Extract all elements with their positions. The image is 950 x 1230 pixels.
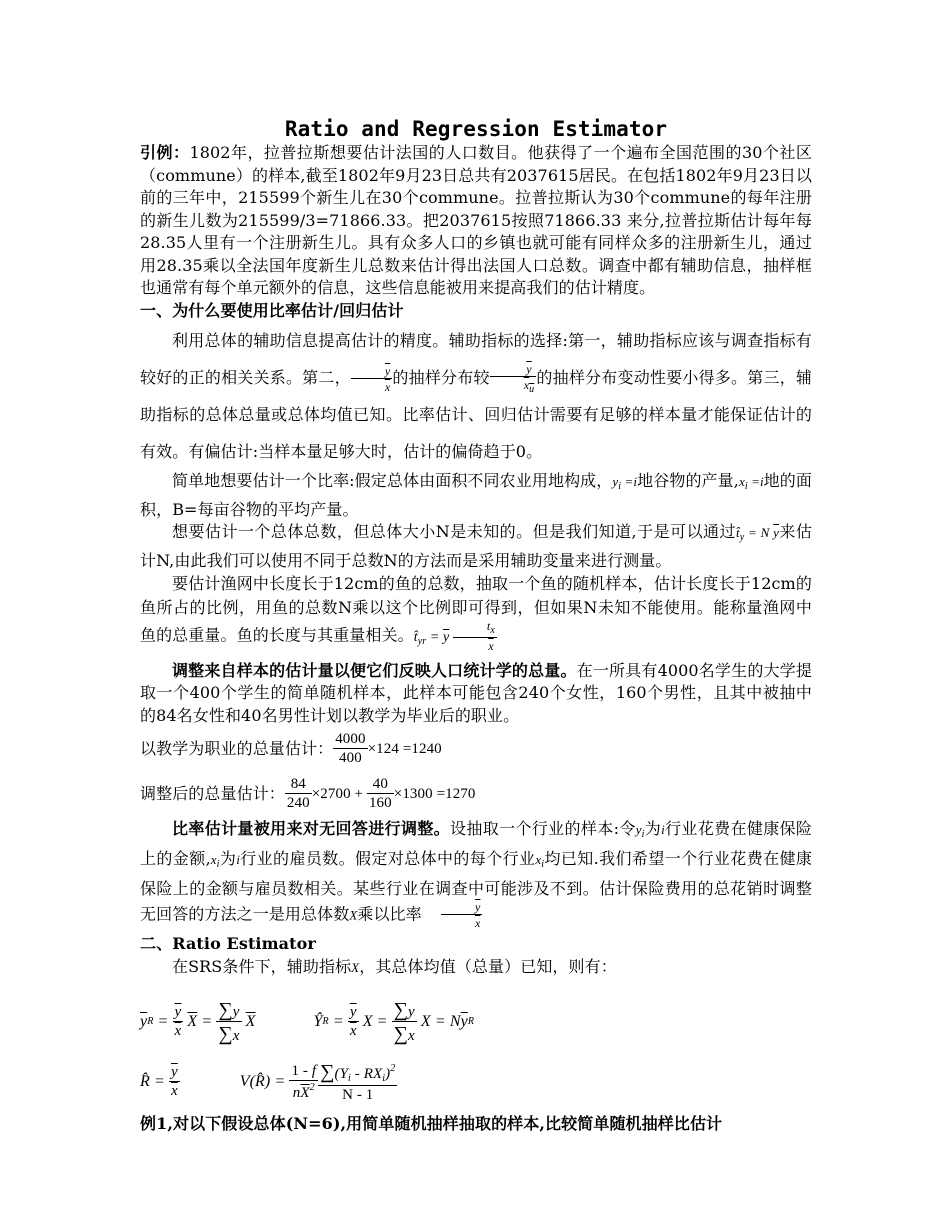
p1-text-b: 的抽样分布较 [392,368,490,387]
adjusted-estimate-line [140,771,812,817]
section1-paragraph-4 [140,572,812,654]
p8-text-g: 乘以比率 [357,904,422,924]
fraction-1-denominator: 240 [286,795,310,811]
x-aux-symbol: X [351,959,360,975]
adjusted-fraction-1 [285,777,312,811]
ratio-ybar-xbar-formula: $\frac{\overline{y}}{x}$ [351,365,392,393]
section1-paragraph-8 [140,817,812,929]
total-estimate-result: ×124 =1240 [367,740,442,757]
intro-label: 引例： [140,143,190,162]
total-estimate-label: 以教学为职业的总量估计： [140,738,334,758]
section1-paragraph-5 [140,660,812,728]
r-hat-formula: R̂ = $\frac{\overline{y}}{x}$ [140,1064,178,1099]
yi-symbol: $y_i$ [635,822,645,840]
p4-text-a: 要估计渔网中长度长于12cm的鱼的总数，抽取一个鱼的随机样本，估计长度长于12cm的鱼所占的比例，用鱼的总数N乘以这个比例即可得到，但如果N未知不能使用。能称量渔网中鱼的总重量。鱼的长度与其重量相关。 [140,574,812,645]
y-hat-r-formula: Ŷ R = $\frac{\overline{y}}{x}$ X = $\frac{\sum y}{\sum x}$ X = N $\overline{y}$ R [313,999,475,1045]
s2-text-b: ，其总体均值（总量）已知，则有： [359,956,617,976]
page-title: Ratio and Regression Estimator [284,117,668,141]
section1-paragraph-3 [140,521,812,572]
p8-text-d: 为 [219,849,237,868]
document-body [140,116,812,1136]
total-estimate-fraction [333,732,367,766]
i-symbol: i [661,822,665,837]
xi-formula: $x_i =i$ [738,474,764,492]
fraction-1-numerator: 84 [285,777,312,794]
p5-text: 在一所具有4000名学生的大学提取一个400个学生的简单随机样本，此样本可能包含240个女性，160个男性，且其中被抽中的84名女性和40名男性计划以教学为毕业后的职业。 [140,660,812,725]
ratio-ybar-xbar-u-formula: $\frac{\overline{y}}{x_u}$ [490,363,537,395]
p8-text-c: 行业花费在健康保险上的金额, [140,819,813,868]
p2-text-a: 简单地想要估计一个比率:假定总体由面积不同农业用地构成， [172,471,613,490]
total-estimate-line [140,727,812,771]
p5-bold-text: 调整来自样本的估计量以便它们反映人口统计学的总量。 [172,660,577,680]
p8-text-f: 均已知.我们希望一个行业花费在健康保险上的金额与雇员数相关。某些行业在调查中可能涉及不到。估计保险费用的总花销时调整无回答的方法之一是用总体数 [140,849,812,924]
p3-text-a: 想要估计一个总体总数，但总体大小N是未知的。但是我们知道,于是可以通过 [172,522,737,541]
ratio-estimator-formulas [140,993,812,1051]
section1-heading: 一、为什么要使用比率估计/回归估计 [140,300,404,320]
p8-bold-text: 比率估计量被用来对无回答进行调整。 [172,819,451,838]
p8-text-a: 设抽取一个行业的样本:令 [450,819,636,838]
p2-text-c: 地的面积，B=每亩谷物的平均产量。 [140,471,812,519]
section1-paragraph-2 [140,470,812,521]
p8-text-b: 为 [644,819,662,838]
xi-symbol-2: $x_i$ [535,852,545,870]
adjusted-fraction-2 [367,777,394,811]
p2-text-b: 地谷物的产量, [637,471,739,490]
x-symbol: X [349,907,358,923]
intro-paragraph [140,142,812,300]
p8-text-e: 行业的雇员数。假定对总体中的每个行业 [239,849,536,868]
p1-text-a: 利用总体的辅助信息提高估计的精度。辅助指标的选择:第一，辅助指标应该与调查指标有较好的正的相关关系。第二， [140,331,812,387]
xi-symbol: $x_i$ [210,852,220,870]
adjusted-estimate-label: 调整后的总量估计： [140,783,285,803]
yi-formula: $y_i =i$ [612,474,638,492]
fraction-denominator: 400 [339,750,362,766]
adjusted-result: ×1300 =1270 [393,785,476,802]
i-symbol-2: i [236,852,240,867]
section1-paragraph-1 [140,322,812,470]
tx-over-x-formula: $\frac{t_x}{x}$ [453,620,497,652]
p3-text-b: 来估计N,由此我们可以使用不同于总数N的方法而是采用辅助变量来进行测量。 [140,522,812,570]
s2-text-a: 在SRS条件下，辅助指标 [172,956,352,976]
ty-formula: $t̂_y = N$ $\overline{y}$ [736,525,780,543]
tyr-formula: $t̂_{yr} = \overline{y}$ [413,629,450,647]
fraction-numerator: 4000 [335,731,366,747]
p1-text-c: 的抽样分布变动性要小得多。第三，辅助指标的总体总量或总体均值已知。比率估计、回归估计需要有足够的样本量才能保证估计的有效。有偏估计:当样本量足够大时，估计的偏倚趋于0。 [140,368,812,461]
ybar-r-formula: $\overline{y}$ R = $\frac{\overline{y}}{x}$ $\overline{X}$ = $\frac{\sum y}{\sum x}$ $\overline{X}$ [140,999,256,1045]
section2-heading: 二、Ratio Estimator [140,934,316,953]
ratio-y-over-x-formula: $\frac{\overline{y}}{x}$ [441,901,482,929]
fraction-2-numerator: 40 [367,777,394,794]
section2-paragraph-1 [140,956,812,980]
example-1-text: 例1,对以下假设总体(N=6),用简单随机抽样抽取的样本,比较简单随机抽样比估计 [140,1114,723,1133]
intro-text: 1802年，拉普拉斯想要估计法国的人口数目。他获得了一个遍布全国范围的30个社区（commune）的样本,截至1802年9月23日总共有2037615居民。在包括1802年9月23日以前的三年中，215599个新生儿在30个commune。拉普拉斯认为30个commune的每年注册的新生儿数为215599/3=71866.33。把2037615按照71866.33 来分,拉普拉斯估计每年每28.35人里有一个注册新生儿。具有众多人口的乡镇也就可能有同样众多的注册新生儿，通过用28.35乘以全法国年度新生儿总数来估计得出法国人口总数。调查中都有辅助信息，抽样框也通常有每个单元额外的信息，这些信息能被用来提高我们的估计精度。 [140,143,812,297]
adjusted-middle-term: ×2700 + [311,785,367,802]
r-hat-variance-formulas [140,1051,812,1113]
fraction-2-denominator: 160 [368,795,392,811]
variance-r-hat-formula: V(R̂) = $\frac{1 - f}{n\overline{X}^2}$ $\frac{\sum(Y_i - RX_i)^2}{N - 1}$ [239,1060,396,1103]
